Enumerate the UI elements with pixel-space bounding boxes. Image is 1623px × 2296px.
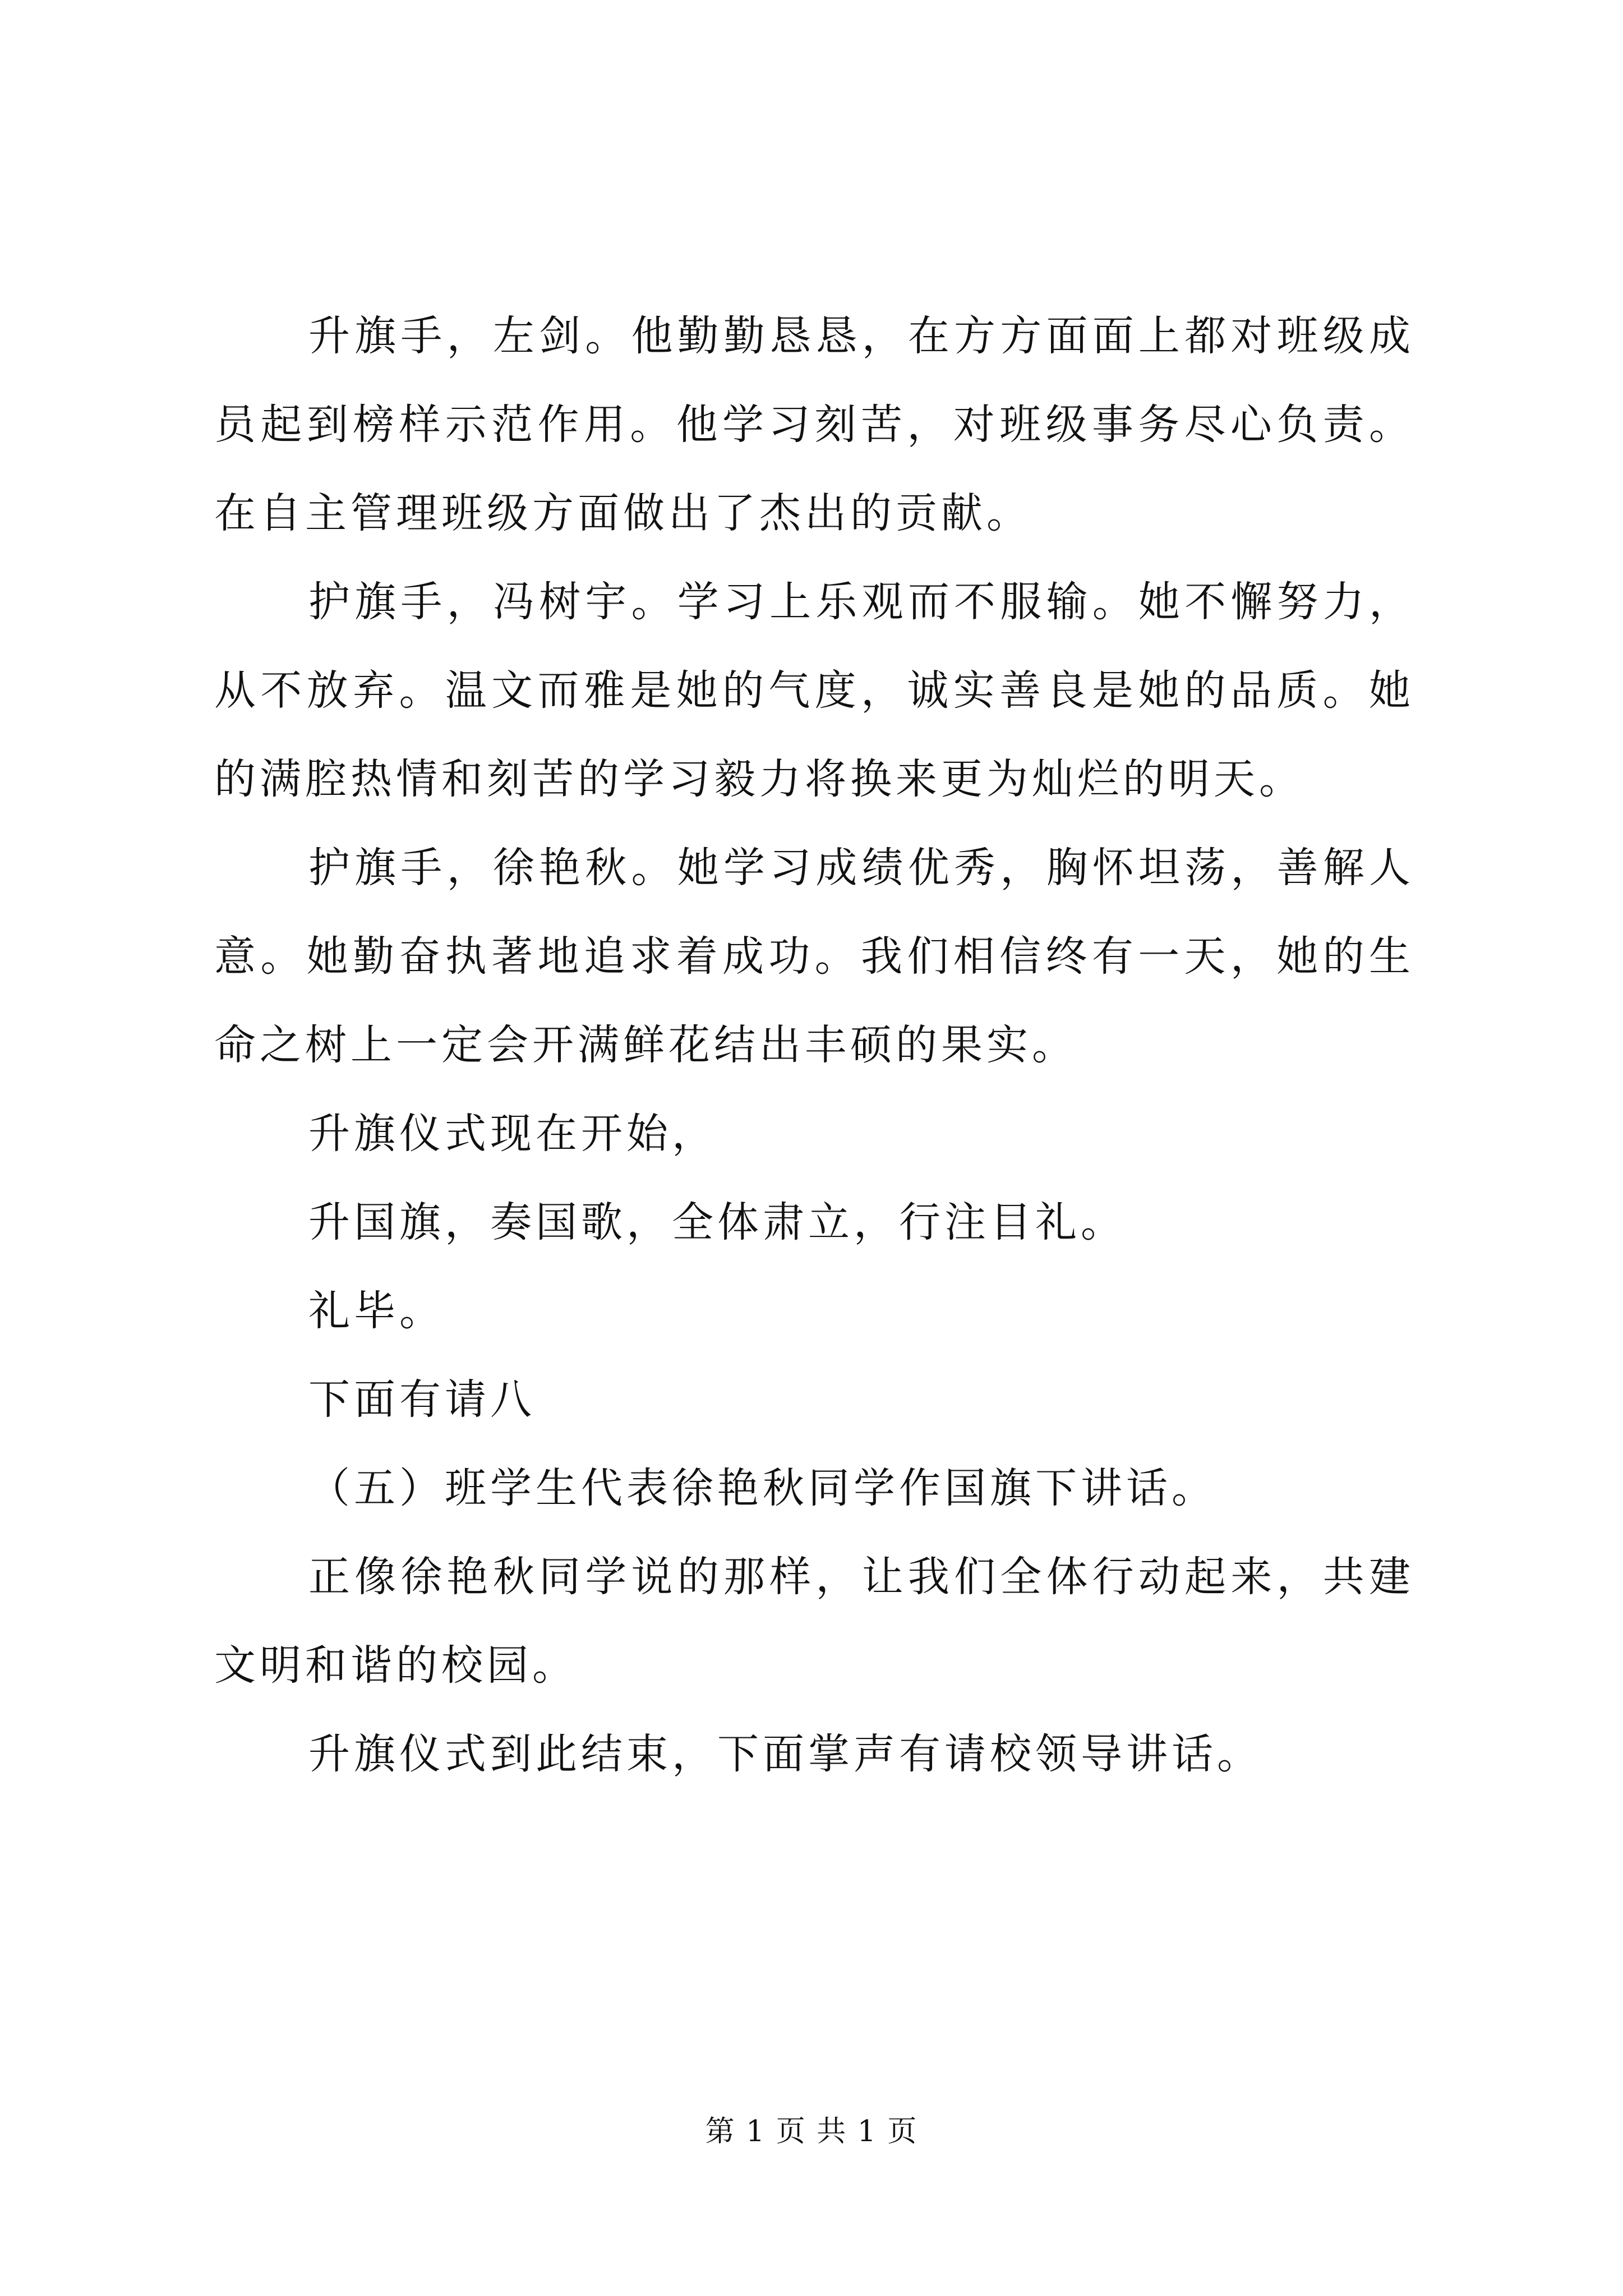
paragraph-flag-guard-feng: 护旗手，冯树宇。学习上乐观而不服输。她不懈努力，从不放弃。温文而雅是她的气度，诚实善良是她的品质。她的满腔热情和刻苦的学习毅力将换来更为灿烂的明天。 bbox=[214, 578, 1414, 803]
paragraph-anthem: 升国旗，奏国歌，全体肃立，行注目礼。 bbox=[308, 1198, 1126, 1246]
paragraph-ceremony-start: 升旗仪式现在开始， bbox=[308, 1110, 717, 1158]
paragraph-call-to-action: 正像徐艳秋同学说的那样，让我们全体行动起来，共建文明和谐的校园。 bbox=[214, 1553, 1414, 1690]
page-number-footer: 第 1 页 共 1 页 bbox=[705, 2115, 918, 2148]
paragraph-flag-guard-xu: 护旗手，徐艳秋。她学习成绩优秀，胸怀坦荡，善解人意。她勤奋执著地追求着成功。我们相信终有一天，她的生命之树上一定会开满鲜花结出丰硕的果实。 bbox=[214, 844, 1414, 1069]
paragraph-invite: 下面有请八 bbox=[308, 1375, 536, 1424]
paragraph-salute-end: 礼毕。 bbox=[308, 1287, 445, 1335]
paragraph-flag-raiser: 升旗手，左剑。他勤勤恳恳，在方方面面上都对班级成员起到榜样示范作用。他学习刻苦，对班级事务尽心负责。在自主管理班级方面做出了杰出的贡献。 bbox=[214, 312, 1414, 537]
paragraph-ceremony-end: 升旗仪式到此结束，下面掌声有请校领导讲话。 bbox=[308, 1730, 1262, 1778]
paragraph-speaker: （五）班学生代表徐艳秋同学作国旗下讲话。 bbox=[308, 1464, 1217, 1512]
document-body bbox=[214, 292, 1414, 1798]
